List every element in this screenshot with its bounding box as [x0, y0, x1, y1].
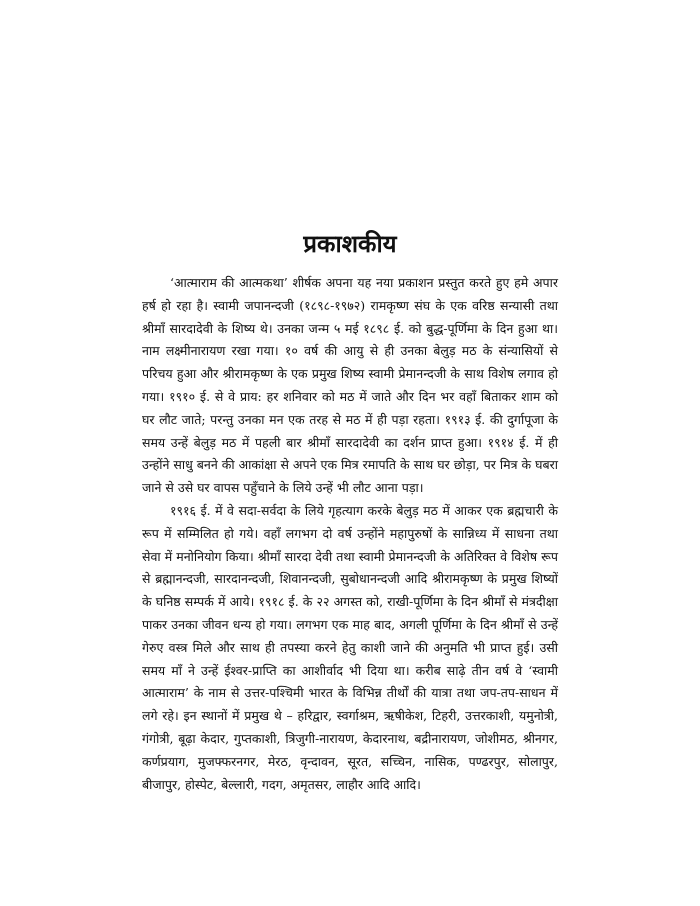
body-text: [142, 272, 558, 796]
paragraph: १९१६ ई. में वे सदा-सर्वदा के लिये गृहत्याग करके बेलुड़ मठ में आकर एक ब्रह्मचारी के रूप में सम्मिलित हो गये। वहाँ लगभग दो वर्ष उन्होंने महापुरुषों के सान्निध्य में साधना तथा सेवा में मनोनियोग किया। श्रीमाँ सारदा देवी तथा स्वामी प्रेमानन्दजी के अतिरिक्त वे विशेष रूप से ब्रह्मानन्दजी, सारदानन्दजी, शिवानन्दजी, सुबोधानन्दजी आदि श्रीरामकृष्ण के प्रमुख शिष्यों के घनिष्ठ सम्पर्क में आये। १९१८ ई. के २२ अगस्त को, राखी-पूर्णिमा के दिन श्रीमाँ से मंत्रदीक्षा पाकर उनका जीवन धन्य हो गया। लगभग एक माह बाद, अगली पूर्णिमा के दिन श्रीमाँ से उन्हें गेरुए वस्त्र मिले और साथ ही तपस्या करने हेतु काशी जाने की अनुमति भी प्राप्त हुई। उसी समय माँ ने उन्हें ईश्वर-प्राप्ति का आशीर्वाद भी दिया था। करीब साढ़े तीन वर्ष वे ‘स्वामी आत्माराम’ के नाम से उत्तर-पश्चिमी भारत के विभिन्न तीर्थों की यात्रा तथा जप-तप-साधन में लगे रहे। इन स्थानों में प्रमुख थे – हरिद्वार, स्वर्गाश्रम, ऋषीकेश, टिहरी, उत्तरकाशी, यमुनोत्री, गंगोत्री, बूढ़ा केदार, गुप्तकाशी, त्रिजुगी-नारायण, केदारनाथ, बद्रीनारायण, जोशीमठ, श्रीनगर, कर्णप्रयाग, मुजफ्फरनगर, मेरठ, वृन्दावन, सूरत, सच्चिन, नासिक, पण्ढरपुर, सोलापुर, बीजापुर, होस्पेट, बेल्लारी, गदग, अमृतसर, लाहौर आदि आदि।: [142, 502, 558, 792]
page-heading: प्रकाशकीय: [303, 230, 397, 258]
paragraph: ‘आत्माराम की आत्मकथा’ शीर्षक अपना यह नया प्रकाशन प्रस्तुत करते हुए हमे अपार हर्ष हो रहा है। स्वामी जपानन्दजी (१८९८-१९७२) रामकृष्ण संघ के एक वरिष्ठ सन्यासी तथा श्रीमाँ सारदादेवी के शिष्य थे। उनका जन्म ५ मई १८९८ ई. को बुद्ध-पूर्णिमा के दिन हुआ था। नाम लक्ष्मीनारायण रखा गया। १० वर्ष की आयु से ही उनका बेलुड़ मठ के संन्यासियों से परिचय हुआ और श्रीरामकृष्ण के एक प्रमुख शिष्य स्वामी प्रेमानन्दजी के साथ विशेष लगाव हो गया। १९१० ई. से वे प्राय: हर शनिवार को मठ में जाते और दिन भर वहाँ बिताकर शाम को घर लौट जाते; परन्तु उनका मन एक तरह से मठ में ही पड़ा रहता। १९१३ ई. की दुर्गापूजा के समय उन्हें बेलुड़ मठ में पहली बार श्रीमाँ सारदादेवी का दर्शन प्राप्त हुआ। १९१४ ई. में ही उन्होंने साधु बनने की आकांक्षा से अपने एक मित्र रमापति के साथ घर छोड़ा, पर मित्र के घबरा जाने से उसे घर वापस पहुँचाने के लिये उन्हें भी लौट आना पड़ा।: [142, 275, 558, 496]
